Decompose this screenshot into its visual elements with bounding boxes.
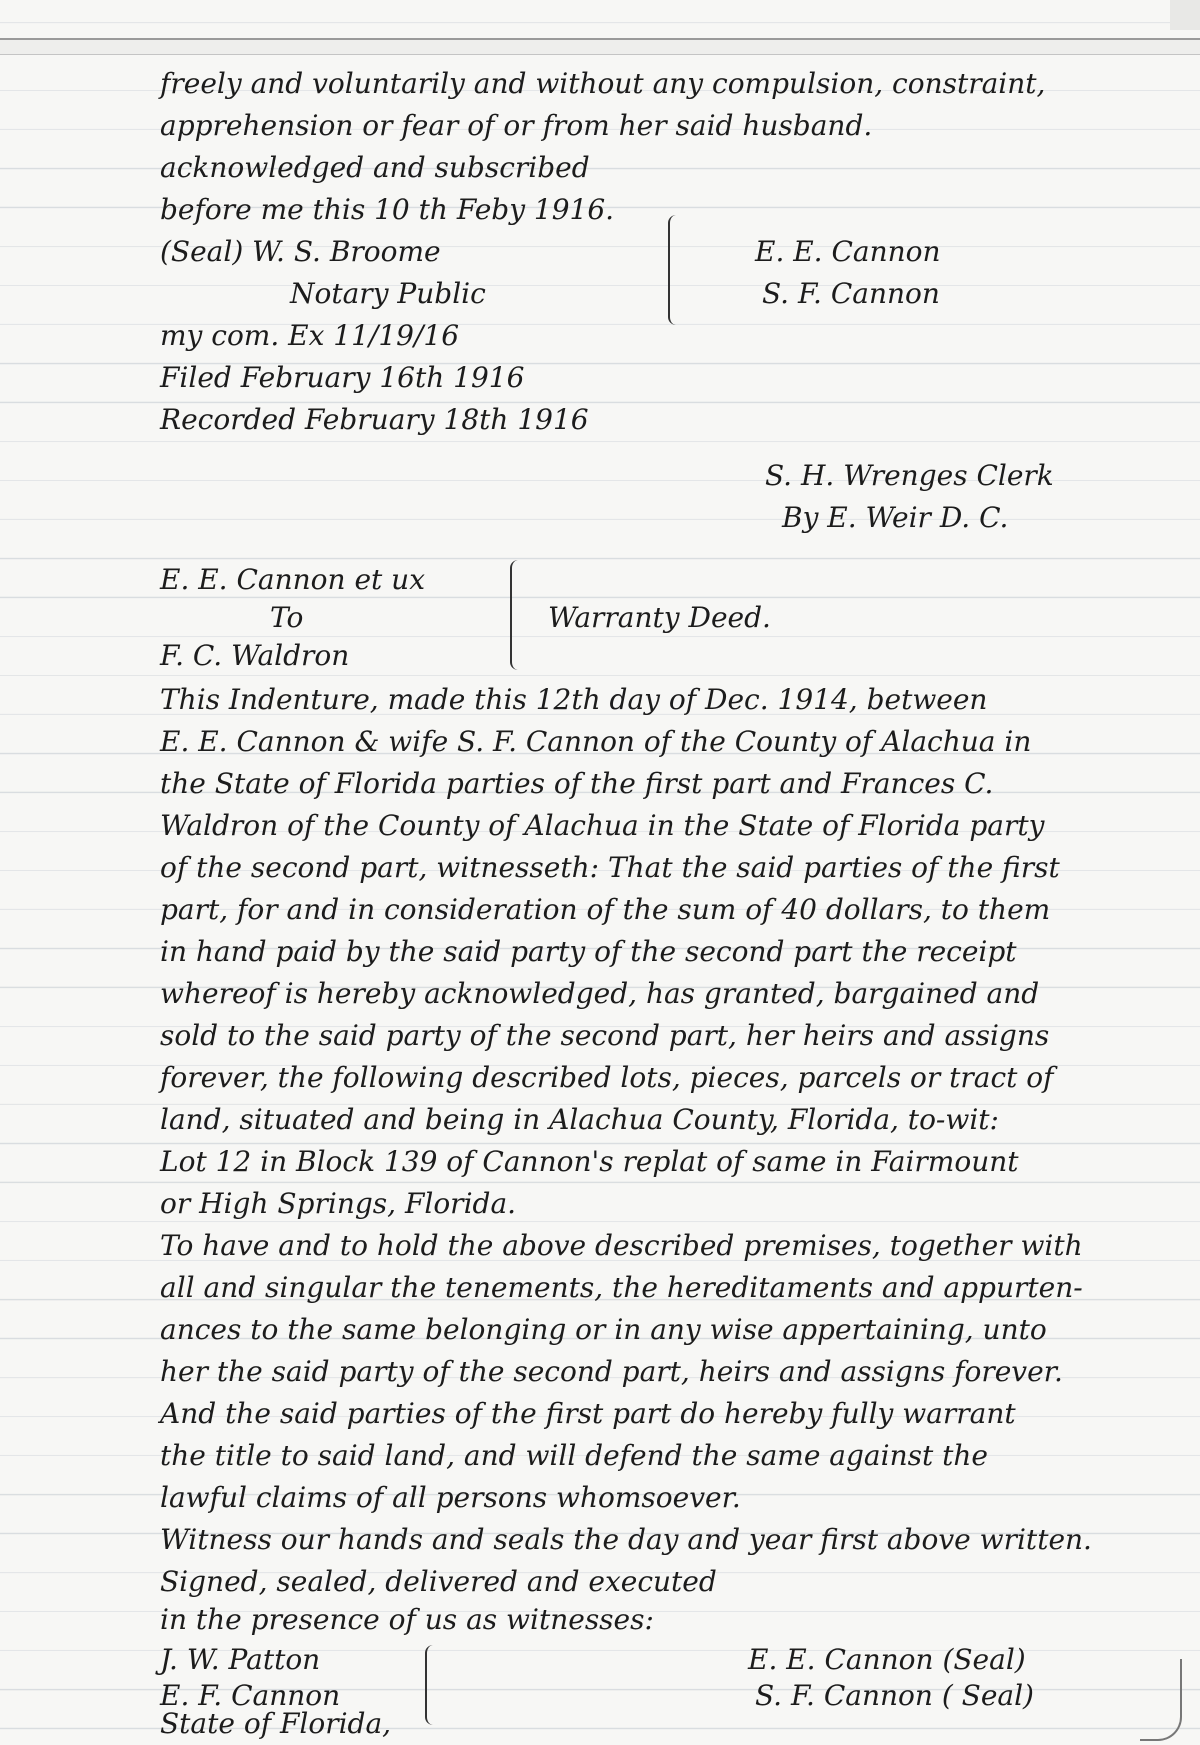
body-line-18: And the said parties of the first part do hereby fully warrant xyxy=(160,1397,1016,1430)
body-line-20: lawful claims of all persons whomsoever. xyxy=(160,1481,741,1514)
clerk-name: S. H. Wrenges Clerk xyxy=(765,459,1054,492)
acknowledgment-line-1: acknowledged and subscribed xyxy=(160,151,590,184)
body-line-3: the State of Florida parties of the first part and Frances C. xyxy=(160,767,994,800)
body-line-7: in hand paid by the said party of the second part the receipt xyxy=(160,935,1017,968)
body-line-5: of the second part, witnesseth: That the said parties of the first xyxy=(160,851,1060,884)
body-line-15: all and singular the tenements, the hereditaments and appurten- xyxy=(160,1271,1083,1304)
body-line-11: land, situated and being in Alachua County, Florida, to-wit: xyxy=(160,1103,999,1136)
witness-brace xyxy=(425,1645,439,1725)
grantor-signature-2: S. F. Cannon ( Seal) xyxy=(755,1679,1034,1712)
body-line-2: E. E. Cannon & wife S. F. Cannon of the County of Alachua in xyxy=(160,725,1032,758)
continuation-line-2: apprehension or fear of or from her said husband. xyxy=(160,109,873,142)
notary-commission: my com. Ex 11/19/16 xyxy=(160,319,460,352)
page-top-binding xyxy=(0,38,1200,55)
caption-grantee: F. C. Waldron xyxy=(160,639,350,672)
signer-2: S. F. Cannon xyxy=(762,277,940,310)
deputy-clerk: By E. Weir D. C. xyxy=(782,501,1009,534)
body-line-17: her the said party of the second part, heirs and assigns forever. xyxy=(160,1355,1063,1388)
body-line-1: This Indenture, made this 12th day of Dec. 1914, between xyxy=(160,683,988,716)
body-line-22: Signed, sealed, delivered and executed xyxy=(160,1565,717,1598)
grantor-signature-1: E. E. Cannon (Seal) xyxy=(748,1643,1026,1676)
body-line-23: in the presence of us as witnesses: xyxy=(160,1603,654,1636)
witness-1: J. W. Patton xyxy=(160,1643,321,1676)
recorded-date: Recorded February 18th 1916 xyxy=(160,403,589,436)
body-line-13: or High Springs, Florida. xyxy=(160,1187,517,1220)
body-line-10: forever, the following described lots, pieces, parcels or tract of xyxy=(160,1061,1054,1094)
notary-name: (Seal) W. S. Broome xyxy=(160,235,441,268)
body-line-6: part, for and in consideration of the sum of 40 dollars, to them xyxy=(160,893,1051,926)
filed-date: Filed February 16th 1916 xyxy=(160,361,525,394)
instrument-title: Warranty Deed. xyxy=(548,601,771,634)
body-line-14: To have and to hold the above described premises, together with xyxy=(160,1229,1083,1262)
body-line-12: Lot 12 in Block 139 of Cannon's replat of same in Fairmount xyxy=(160,1145,1019,1178)
state-heading: State of Florida, xyxy=(160,1707,392,1740)
body-line-8: whereof is hereby acknowledged, has granted, bargained and xyxy=(160,977,1040,1010)
body-line-21: Witness our hands and seals the day and year first above written. xyxy=(160,1523,1092,1556)
acknowledgment-line-2: before me this 10 th Feby 1916. xyxy=(160,193,615,226)
caption-to: To xyxy=(270,601,304,634)
witness-2: E. F. Cannon xyxy=(160,1679,341,1712)
body-line-4: Waldron of the County of Alachua in the State of Florida party xyxy=(160,809,1045,842)
body-line-9: sold to the said party of the second part, her heirs and assigns xyxy=(160,1019,1050,1052)
notary-title: Notary Public xyxy=(290,277,486,310)
body-line-19: the title to said land, and will defend the same against the xyxy=(160,1439,988,1472)
caption-brace xyxy=(510,560,524,670)
body-line-16: ances to the same belonging or in any wise appertaining, unto xyxy=(160,1313,1047,1346)
signer-1: E. E. Cannon xyxy=(755,235,941,268)
caption-grantor: E. E. Cannon et ux xyxy=(160,563,426,596)
page-corner-curl xyxy=(1140,1659,1182,1741)
signature-brace-1 xyxy=(668,215,682,325)
page-edge-shadow xyxy=(1170,0,1200,30)
continuation-line-1: freely and voluntarily and without any compulsion, constraint, xyxy=(160,67,1046,100)
